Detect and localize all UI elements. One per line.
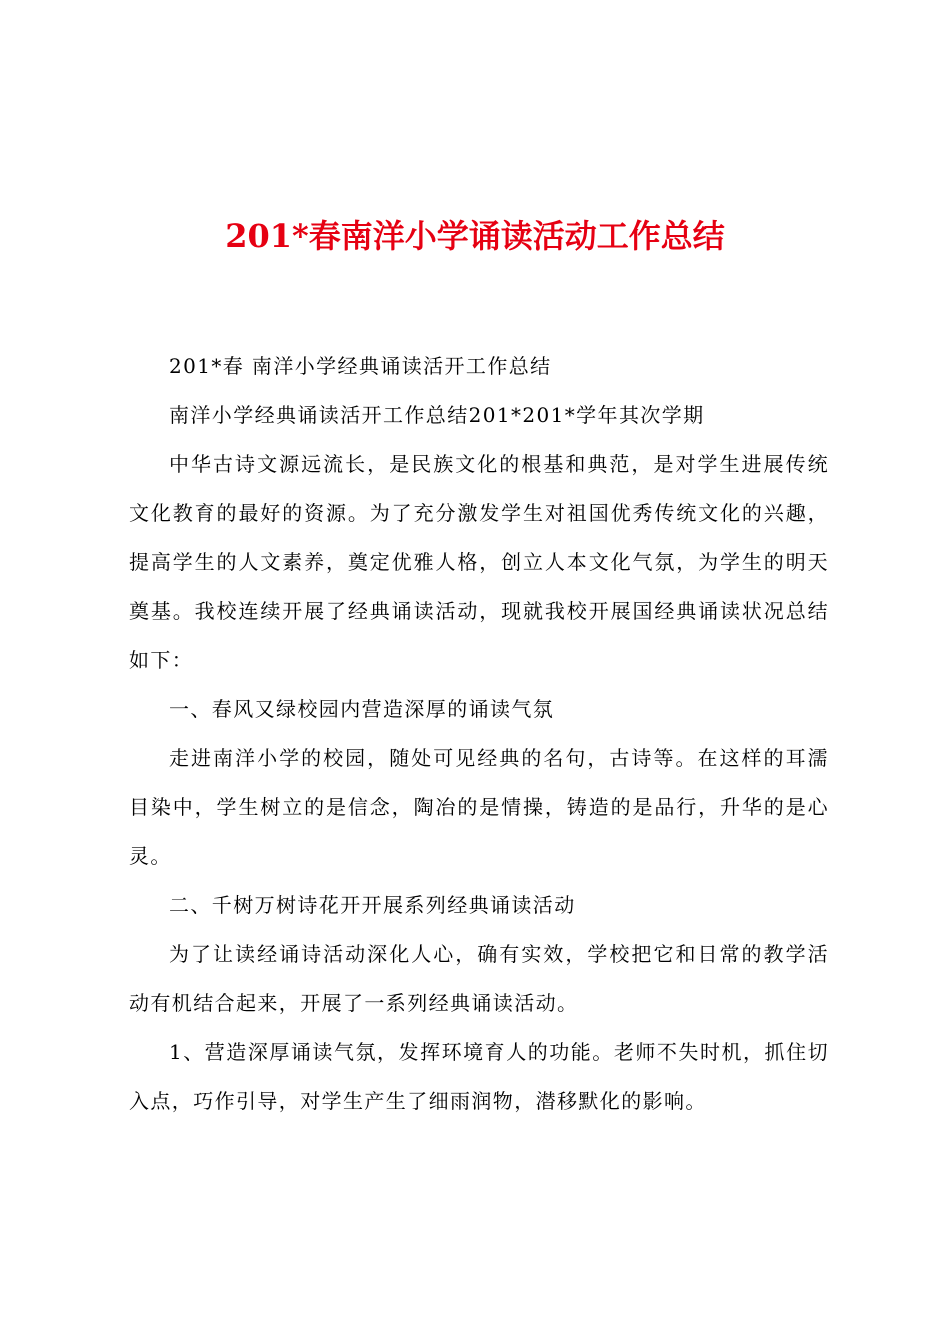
document-title: 201*春南洋小学诵读活动工作总结 xyxy=(225,217,725,255)
paragraph: 201*春 南洋小学经典诵读活开工作总结 xyxy=(169,354,552,378)
paragraph: 一、春风又绿校园内营造深厚的诵读气氛 xyxy=(169,697,555,721)
paragraph: 1、营造深厚诵读气氛，发挥环境育人的功能。老师不失时机，抓住切入点，巧作引导，对学生产生了细雨润物，潜移默化的影响。 xyxy=(129,1040,829,1113)
paragraph: 中华古诗文源远流长，是民族文化的根基和典范，是对学生进展传统文化教育的最好的资源。为了充分激发学生对祖国优秀传统文化的兴趣，提高学生的人文素养，奠定优雅人格，创立人本文化气氛，为学生的明天奠基。我校连续开展了经典诵读活动，现就我校开展国经典诵读状况总结如下： xyxy=(129,452,829,672)
document-body xyxy=(129,342,829,1126)
paragraph: 南洋小学经典诵读活开工作总结201*201*学年其次学期 xyxy=(169,403,705,427)
paragraph: 二、千树万树诗花开开展系列经典诵读活动 xyxy=(169,893,576,917)
paragraph: 为了让读经诵诗活动深化人心，确有实效，学校把它和日常的教学活动有机结合起来，开展了一系列经典诵读活动。 xyxy=(129,942,829,1015)
paragraph: 走进南洋小学的校园，随处可见经典的名句，古诗等。在这样的耳濡目染中，学生树立的是信念，陶冶的是情操，铸造的是品行，升华的是心灵。 xyxy=(129,746,829,868)
